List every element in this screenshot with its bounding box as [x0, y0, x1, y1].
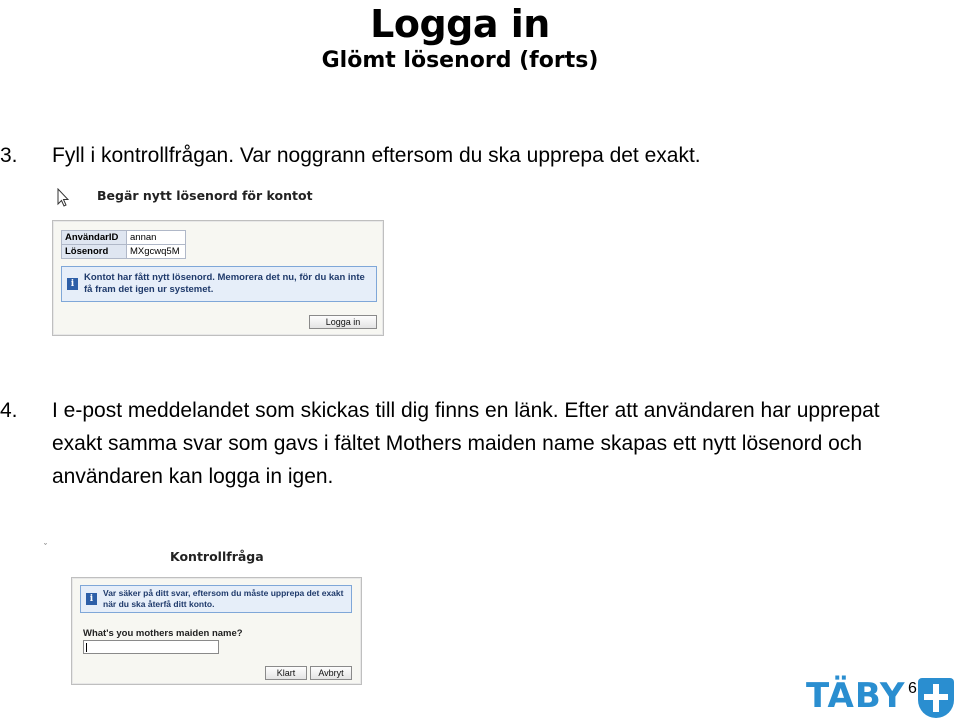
cursor-mark-icon: ˇ [44, 542, 47, 552]
login-button[interactable]: Logga in [309, 315, 377, 329]
info-text: Var säker på ditt svar, eftersom du måste upprepa det exakt när du ska återfå ditt konto. [103, 588, 344, 609]
security-answer-input[interactable] [83, 640, 219, 654]
security-question-title: Kontrollfråga [170, 549, 264, 564]
step-text: Fyll i kontrollfrågan. Var noggrann eftersom du ska upprepa det exakt. [52, 144, 701, 167]
step-number: 4. [0, 399, 18, 422]
info-message [80, 585, 352, 613]
table-row [62, 245, 186, 259]
step-4 [0, 394, 935, 493]
password-label: Lösenord [62, 245, 127, 259]
text-caret [86, 643, 87, 652]
new-password-panel [52, 220, 384, 336]
step-3 [0, 139, 701, 172]
info-icon: i [67, 278, 78, 290]
request-password-title: Begär nytt lösenord för kontot [97, 188, 313, 203]
taby-crest-icon [918, 678, 954, 718]
security-question-label: What's you mothers maiden name? [83, 628, 243, 639]
page-title: Logga in [370, 2, 550, 46]
password-value: MXgcwq5M [127, 245, 186, 259]
security-question-panel [71, 577, 362, 685]
page-number: 6 [908, 680, 917, 697]
done-button[interactable]: Klart [265, 666, 307, 680]
userid-value: annan [127, 231, 186, 245]
taby-logo: TÄBY [806, 676, 906, 716]
info-message [61, 266, 377, 302]
step-text: I e-post meddelandet som skickas till dig finns en länk. Efter att användaren har upprepat exakt samma svar som gavs i fältet Mothers maiden name skapas ett nytt lösenord och användaren kan logga in igen. [52, 399, 880, 488]
page-subtitle: Glömt lösenord (forts) [321, 48, 599, 73]
userid-label: AnvändarID [62, 231, 127, 245]
credentials-table [61, 230, 186, 259]
step-number: 3. [0, 144, 18, 167]
mouse-cursor-icon [57, 188, 69, 213]
cancel-button[interactable]: Avbryt [310, 666, 352, 680]
info-icon: i [86, 593, 97, 605]
info-text: Kontot har fått nytt lösenord. Memorera det nu, för du kan inte få fram det igen ur systemet. [84, 272, 365, 295]
table-row [62, 231, 186, 245]
